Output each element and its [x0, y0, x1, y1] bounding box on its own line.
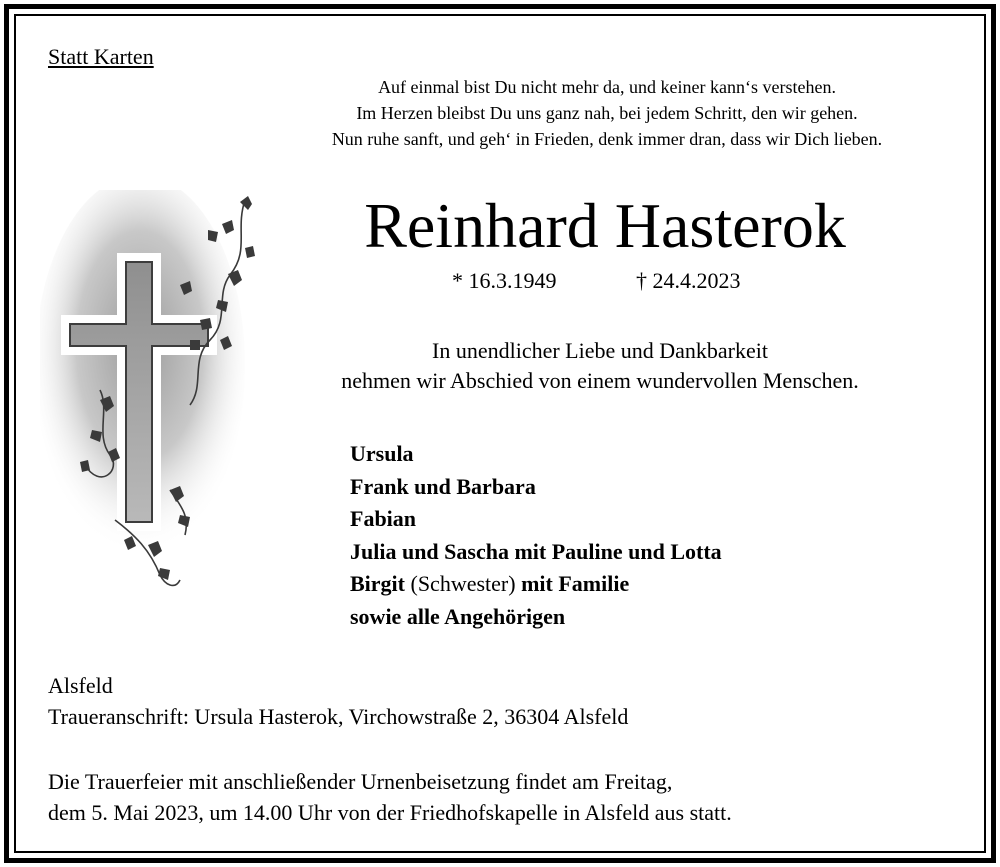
poem [262, 74, 952, 152]
ceremony-line-2: dem 5. Mai 2023, um 14.00 Uhr von der Friedhofskapelle in Alsfeld aus statt. [48, 800, 732, 825]
mourner-relatives: sowie alle Angehörigen [350, 603, 566, 629]
farewell-line-2: nehmen wir Abschied von einem wundervollen Menschen. [341, 368, 859, 393]
birth-date: * 16.3.1949 [452, 268, 557, 293]
mourner-birgit-relation: (Schwester) [405, 571, 522, 596]
mourners-list [350, 438, 722, 633]
death-date: † 24.4.2023 [636, 268, 741, 293]
poem-line-2: Im Herzen bleibst Du uns ganz nah, bei jedem Schritt, den wir gehen. [356, 103, 858, 123]
cross-with-ivy-icon [40, 190, 270, 600]
ceremony-line-1: Die Trauerfeier mit anschließender Urnenbeisetzung findet am Freitag, [48, 769, 673, 794]
deceased-name: Reinhard Hasterok [364, 190, 846, 261]
place-name: Alsfeld [48, 673, 113, 698]
mourner-fabian: Fabian [350, 506, 417, 531]
statt-karten-heading: Statt Karten [48, 44, 154, 69]
poem-line-3: Nun ruhe sanft, und geh‘ in Frieden, denk immer dran, dass wir Dich lieben. [331, 129, 883, 149]
ceremony-info [48, 766, 732, 828]
mourner-birgit-name: Birgit [350, 571, 405, 596]
farewell-line-1: In unendlicher Liebe und Dankbarkeit [432, 338, 768, 363]
mourner-birgit [350, 568, 722, 601]
address-block [48, 670, 628, 732]
mourner-julia-sascha: Julia und Sascha mit Pauline und Lotta [350, 538, 722, 564]
poem-line-1: Auf einmal bist Du nicht mehr da, und keiner kann‘s verstehen. [378, 77, 836, 97]
mourning-address: Traueranschrift: Ursula Hasterok, Virchowstraße 2, 36304 Alsfeld [48, 704, 629, 729]
mourner-birgit-family: mit Familie [521, 571, 630, 596]
mourner-ursula: Ursula [350, 441, 414, 466]
farewell-text [260, 336, 940, 396]
mourner-frank-barbara: Frank und Barbara [350, 473, 536, 499]
